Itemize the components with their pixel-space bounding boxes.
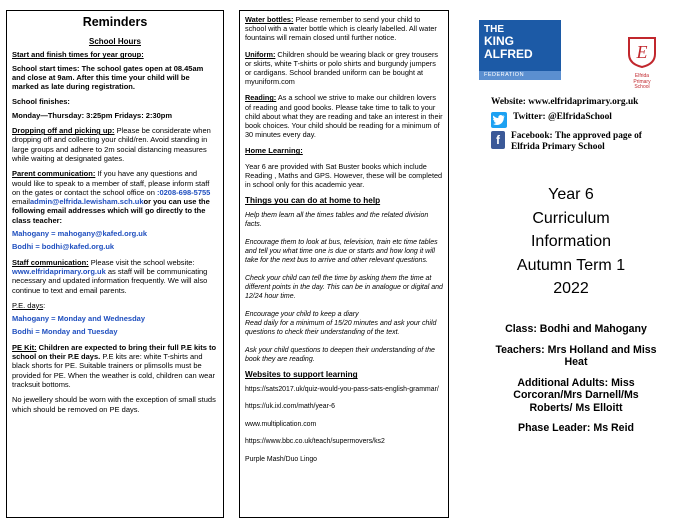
tip-item: Check your child can tell the time by asking them the time at different points in the day. This can be in analogue or digital and 12/24 hour time. <box>245 275 443 301</box>
staff-communication-paragraph <box>12 258 218 295</box>
tip-item: Encourage them to look at bus, television, train etc time tables and tell you what time one is due or starts and how long it will take for the next bus to arrive and other relevant questions. <box>245 239 438 265</box>
bodhi-email-link[interactable]: Bodhi = bodhi@kafed.org.uk <box>12 242 115 252</box>
cover-panel <box>461 0 681 525</box>
school-phone: :0208-698-5755 <box>156 187 211 197</box>
home-learning-heading: Home Learning: <box>245 146 303 156</box>
jewellery-text: No jewellery should be worn with the exception of small studs which should be removed on PE days. <box>12 395 216 414</box>
home-learning-text: Year 6 are provided with Sat Buster books which include Reading , Maths and GPS. However, these will be completed in school only for this academic year. <box>245 161 443 190</box>
crest-letter: E <box>636 42 648 62</box>
start-times-text: School start times: The school gates open at 08.45am and close at 9am. After this time your child will be marked as late during registration. <box>12 63 204 92</box>
crest-shield-icon <box>627 36 657 68</box>
reading-paragraph <box>245 93 443 139</box>
title-year: Year 6 <box>548 186 594 203</box>
class-name: Class: Bodhi and Mahogany <box>505 323 647 335</box>
website-line[interactable]: Website: www.elfridaprimary.org.uk <box>491 97 639 107</box>
facebook-icon: f <box>491 131 505 149</box>
twitter-handle: Twitter: @ElfridaSchool <box>513 112 612 122</box>
pe-days-colon: : <box>43 300 46 310</box>
logo-federation-text: FEDERATION <box>479 71 561 80</box>
school-hours-heading: School Hours <box>88 37 141 46</box>
twitter-icon <box>491 112 507 128</box>
pe-kit-heading: PE Kit: <box>12 342 37 352</box>
reading-text: As a school we strive to make our children lovers of reading and good books. Please take time to talk to your child about what they are reading and take an interest in their book choices. Your child should be reading for a minimum of 30 minutes every day. <box>245 93 443 140</box>
school-website-link[interactable]: www.elfridaprimary.org.uk <box>12 266 106 276</box>
pe-days-line <box>12 301 218 310</box>
facebook-text: Facebook: The approved page of Elfrida Primary School <box>511 131 642 152</box>
pe-kit-text: P.E kits are: white T-shirts and black shorts for PE. Suitable trainers or plimsolls must be provided for PE. When the weather is cold, children can wear tracksuit bottoms. <box>12 352 216 389</box>
school-email-link[interactable]: admin@elfrida.lewisham.sch.uk <box>29 197 144 207</box>
water-bottles-text: Please remember to send your child to school with a water bottle which is clearly labelled. All water fountains will remain closed until further notice. <box>245 15 437 43</box>
pe-days-heading: P.E. days <box>12 300 44 310</box>
website-link[interactable]: https://sats2017.uk/quiz-would-you-pass-sats-english-grammar/ <box>245 385 439 393</box>
title-information: Information <box>530 233 612 250</box>
phase-leader: Phase Leader: Ms Reid <box>518 422 634 434</box>
dropping-off-heading: Dropping off and picking up: <box>12 126 115 136</box>
uniform-text: Children should be wearing black or grey trousers or skirts, white T-shirts or polo shirts and burgundy jumpers or cardigans. School branded uniform can be bought at myuniform.com <box>245 49 439 87</box>
logo-the-text: THE <box>484 24 504 35</box>
uniform-paragraph <box>245 50 443 87</box>
staff-comm-heading: Staff communication: <box>12 257 89 267</box>
water-bottles-paragraph <box>245 15 443 43</box>
additional-adults: Additional Adults: Miss Corcoran/Mrs Darnell/Ms Roberts/ Ms Elloitt <box>513 376 639 414</box>
things-to-do-heading: Things you can do at home to help <box>245 196 381 206</box>
website-link[interactable]: https://www.bbc.co.uk/teach/supermovers/ks2 <box>245 438 385 446</box>
parent-comm-heading: Parent communication: <box>12 169 96 179</box>
title-term: Autumn Term 1 <box>516 256 626 274</box>
class-info <box>491 323 661 443</box>
reading-heading: Reading: <box>245 93 277 103</box>
tip-item: Ask your child questions to deepen their understanding of the book they are reading. <box>245 347 435 364</box>
pe-kit-bold-text: Children are expected to bring their full P.E kits to school on their P.E days. <box>12 342 217 362</box>
pe-kit-paragraph <box>12 343 218 389</box>
logo-alfred-text: ALFRED <box>484 47 533 61</box>
king-alfred-federation-logo <box>479 20 561 80</box>
staff-comm-text-2: as staff will be communicating necessary and updated information frequently. We will also continue to text and email parents. <box>12 266 208 295</box>
curriculum-title <box>461 183 681 301</box>
reminders-panel <box>6 10 224 518</box>
parent-communication-paragraph <box>12 169 218 225</box>
water-bottles-heading: Water bottles: <box>245 15 294 24</box>
parent-comm-text: If you have any questions and would like to speak to a member of staff, please inform staff on the gates or contact the school office on <box>12 169 210 197</box>
finish-times-text: Monday—Thursday: 3:25pm Fridays: 2:30pm <box>12 110 173 120</box>
title-year-number: 2022 <box>553 280 589 297</box>
school-finishes-label: School finishes: <box>12 97 70 107</box>
pe-bodhi: Bodhi = Monday and Tuesday <box>12 327 118 337</box>
title-curriculum: Curriculum <box>532 209 610 227</box>
dropping-off-paragraph <box>12 126 218 163</box>
website-link[interactable]: https://uk.ixl.com/math/year-6 <box>245 403 335 411</box>
teachers: Teachers: Mrs Holland and Miss Heat <box>495 343 657 368</box>
mahogany-email-link[interactable]: Mahogany = mahogany@kafed.org.uk <box>12 229 148 239</box>
parent-comm-text-2: or you can use the following email addresses which will go directly to the class teacher: <box>12 197 210 225</box>
dropping-off-text: Please be considerate when dropping off and collecting your child/ren. Avoid standing in large groups and adhere to 2m social distancing measures while waiting at designated gates. <box>12 126 211 163</box>
tip-item: Help them learn all the times tables and the related division facts. <box>245 212 429 229</box>
website-link[interactable]: www.multiplication.com <box>245 420 317 428</box>
tip-item: Encourage your child to keep a diary Read daily for a minimum of 15/20 minutes and ask your child questions to check their understanding of the text. <box>245 311 437 337</box>
staff-comm-text: Please visit the school website: <box>88 257 195 267</box>
facebook-row[interactable] <box>491 131 661 153</box>
reminders-title: Reminders <box>82 15 148 29</box>
websites-heading: Websites to support learning <box>245 370 358 380</box>
crest-caption: Elfrida Primary School <box>633 73 651 90</box>
elfrida-crest-logo <box>627 36 657 90</box>
twitter-row[interactable] <box>491 112 612 128</box>
pe-mahogany: Mahogany = Monday and Wednesday <box>12 314 146 324</box>
website-link: Purple Mash/Duo Lingo <box>245 456 318 464</box>
logo-king-text: KING <box>484 34 514 48</box>
start-finish-heading: Start and finish times for year group: <box>12 50 144 60</box>
email-label: email <box>12 197 30 207</box>
uniform-heading: Uniform: <box>245 49 276 59</box>
info-panel <box>239 10 449 518</box>
